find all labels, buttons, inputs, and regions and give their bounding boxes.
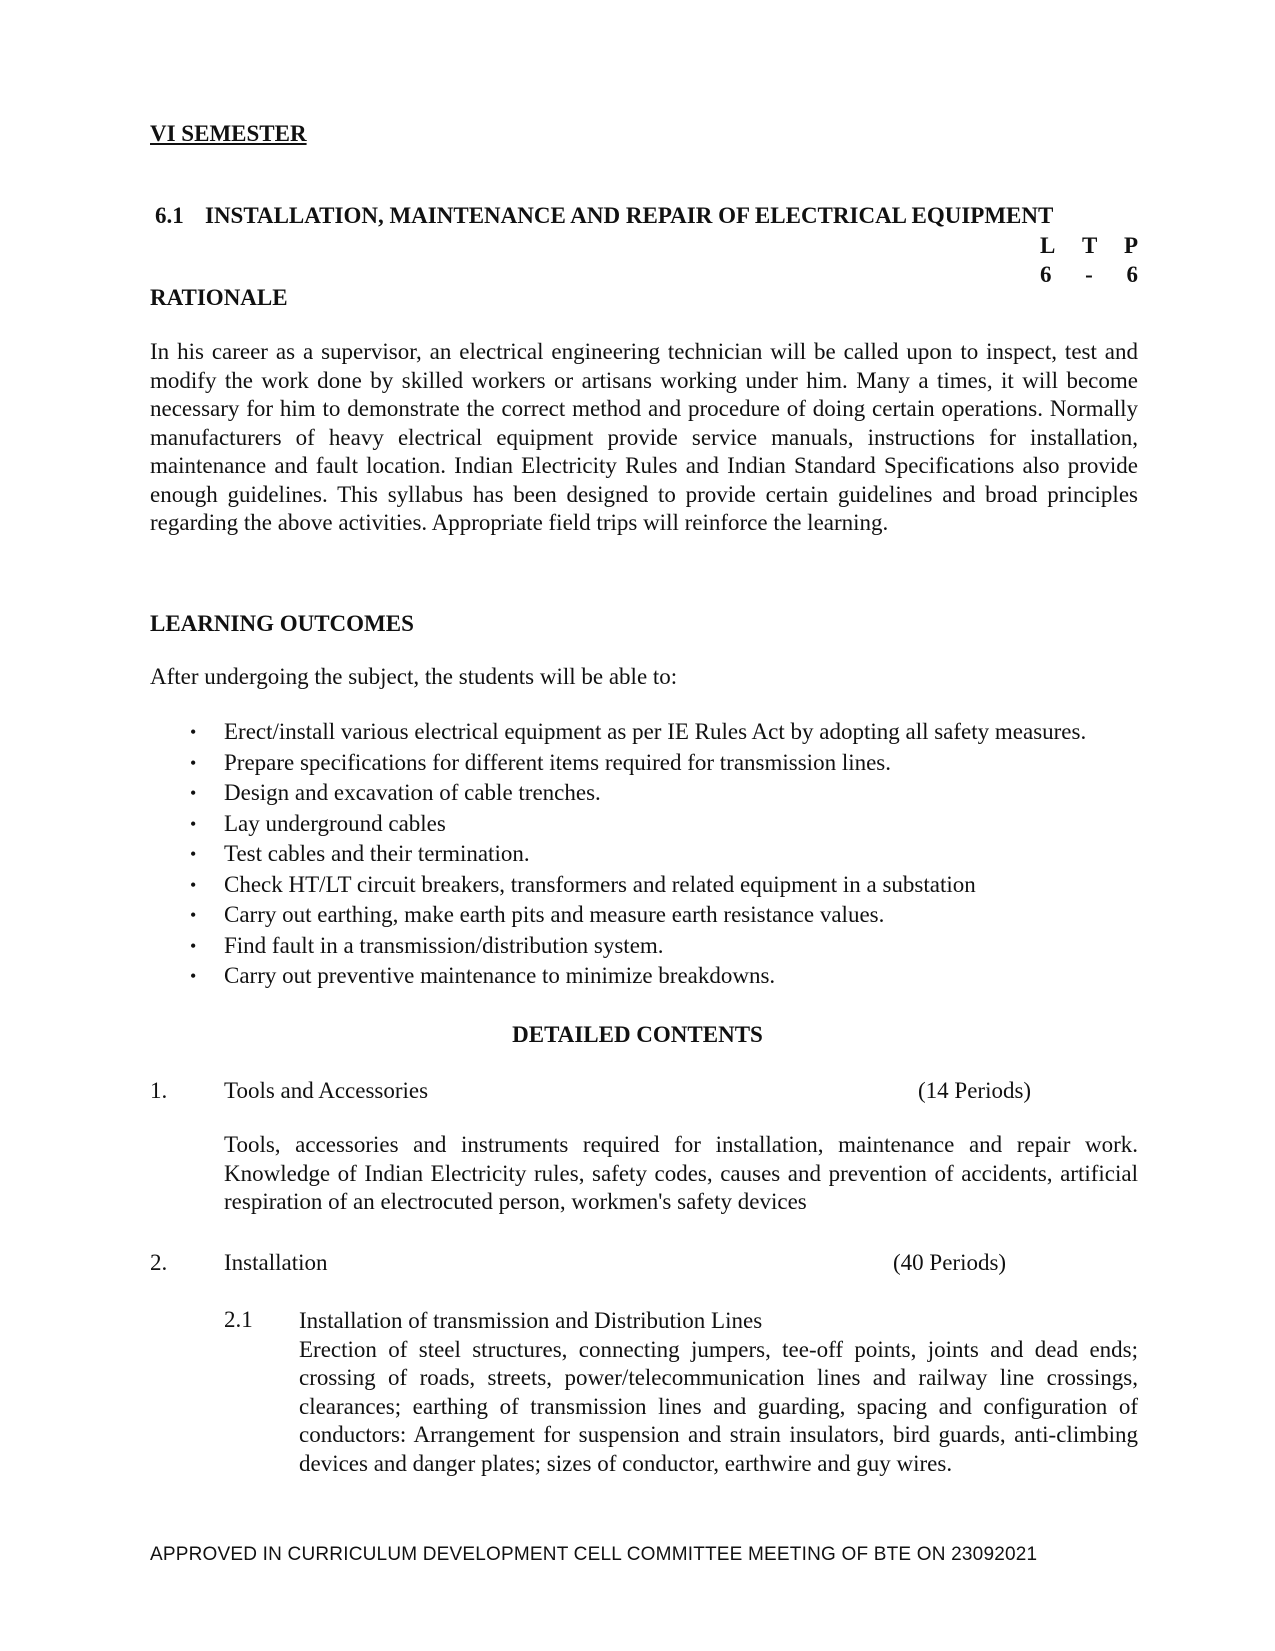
bullet-icon: • xyxy=(190,905,197,925)
topic-number: 1. xyxy=(150,1078,168,1103)
topic-periods: (40 Periods) xyxy=(893,1250,1007,1275)
ltp-value-p: 6 xyxy=(1126,262,1138,287)
bullet-icon: • xyxy=(190,844,197,864)
rationale-heading: RATIONALE xyxy=(150,285,288,310)
list-item xyxy=(150,931,1086,962)
approval-footer: APPROVED IN CURRICULUM DEVELOPMENT CELL COMMITTEE MEETING OF BTE ON 23092021 xyxy=(150,1544,1038,1565)
list-item-text: Design and excavation of cable trenches. xyxy=(224,780,601,805)
ltp-values xyxy=(1040,262,1138,288)
list-item xyxy=(150,870,1086,901)
ltp-labels xyxy=(1040,233,1138,259)
list-item-text: Lay underground cables xyxy=(224,810,446,836)
bullet-icon: • xyxy=(190,752,197,773)
list-item-text: Prepare specifications for different items required for transmission lines. xyxy=(224,749,892,775)
bullet-icon: • xyxy=(190,813,197,834)
subtopic-number: 2.1 xyxy=(224,1307,253,1332)
list-item-text: Check HT/LT circuit breakers, transformers and related equipment in a substation xyxy=(224,871,976,897)
topic-title: Tools and Accessories xyxy=(224,1078,429,1103)
list-item xyxy=(150,717,1086,748)
topic-periods: (14 Periods) xyxy=(918,1078,1032,1103)
ltp-label-t: T xyxy=(1081,233,1098,258)
learning-outcomes-list xyxy=(150,717,1086,992)
topic-description: Tools, accessories and instruments required for installation, maintenance and repair work. Knowledge of Indian Electricity rules, safety codes, causes and prevention of accidents, artificial respiration of an electrocuted person, workmen's safety devices xyxy=(224,1132,1138,1214)
detailed-contents-heading: DETAILED CONTENTS xyxy=(512,1022,763,1047)
ltp-value-l: 6 xyxy=(1040,262,1052,287)
ltp-label-l: L xyxy=(1040,233,1056,258)
subtopic-description: Erection of steel structures, connecting jumpers, tee-off points, joints and dead ends; crossing of roads, streets, power/telecommunication lines and railway line crossings, clearances; earthing of transmission lines and guarding, spacing and configuration of conductors: Arrangement for suspension and strain insulators, bird guards, anti-climbing devices and danger plates; sizes of conductor, earthwire and guy wires. xyxy=(299,1336,1138,1476)
learning-outcomes-intro: After undergoing the subject, the students will be able to: xyxy=(150,664,678,689)
list-item xyxy=(150,900,1086,931)
bullet-icon: • xyxy=(190,935,197,956)
list-item xyxy=(150,839,1086,870)
list-item xyxy=(150,748,1086,779)
course-number: 6.1 xyxy=(155,203,184,228)
topic-title: Installation xyxy=(224,1250,328,1275)
list-item xyxy=(150,778,1086,809)
list-item-text: Find fault in a transmission/distribution system. xyxy=(224,932,664,958)
bullet-icon: • xyxy=(190,783,197,803)
bullet-icon: • xyxy=(190,874,197,895)
bullet-icon: • xyxy=(190,722,197,742)
bullet-icon: • xyxy=(190,966,197,986)
list-item xyxy=(150,961,1086,992)
ltp-label-p: P xyxy=(1123,233,1138,258)
rationale-text: In his career as a supervisor, an electrical engineering technician will be called upon to inspect, test and modify the work done by skilled workers or artisans working under him. Many a times, it will become necessary for him to demonstrate the correct method and procedure of doing certain operations. Normally manufacturers of heavy electrical equipment provide service manuals, instructions for installation, maintenance and fault location. Indian Electricity Rules and Indian Standard Specifications also provide enough guidelines. This syllabus has been designed to provide certain guidelines and broad principles regarding the above activities. Appropriate field trips will reinforce the learning. xyxy=(150,339,1138,535)
topic-number: 2. xyxy=(150,1250,168,1275)
subtopic-block xyxy=(299,1307,1138,1478)
ltp-value-t: - xyxy=(1085,262,1093,287)
list-item-text: Test cables and their termination. xyxy=(224,841,530,866)
course-title-text: INSTALLATION, MAINTENANCE AND REPAIR OF ELECTRICAL EQUIPMENT xyxy=(205,203,1054,228)
list-item xyxy=(150,809,1086,840)
course-title xyxy=(155,203,1053,229)
semester-heading: VI SEMESTER xyxy=(150,121,307,146)
list-item-text: Erect/install various electrical equipment as per IE Rules Act by adopting all safety measures. xyxy=(224,719,1087,744)
subtopic-title: Installation of transmission and Distribution Lines xyxy=(299,1308,763,1333)
list-item-text: Carry out earthing, make earth pits and measure earth resistance values. xyxy=(224,902,885,927)
list-item-text: Carry out preventive maintenance to minimize breakdowns. xyxy=(224,963,776,988)
learning-outcomes-heading: LEARNING OUTCOMES xyxy=(150,611,414,636)
